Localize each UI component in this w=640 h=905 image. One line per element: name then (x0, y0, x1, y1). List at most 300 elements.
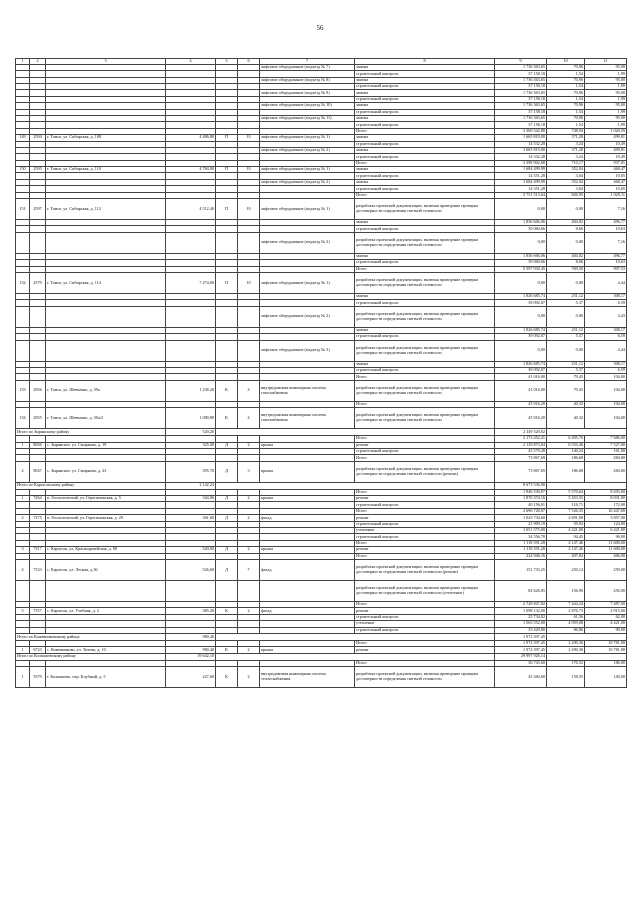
cell-col-8: ремонт (355, 608, 495, 614)
cell-col-6: 7 (238, 559, 260, 580)
cell-col-9: 1 736 363,65 (495, 115, 547, 121)
cell-col-11: 496,77 (585, 220, 627, 226)
cell-col-9: 39 060,66 (495, 226, 547, 232)
cell-col-5: К (216, 647, 238, 653)
cell-col-2 (30, 580, 46, 601)
cell-col-11: 1 029,11 (585, 192, 627, 198)
cell-col-8: Итого (355, 508, 495, 514)
cell-col-11: 95,00 (585, 90, 627, 96)
cell-col-11: 4 421,00 (585, 621, 627, 627)
cell-col-9: 3 751 513,64 (495, 192, 547, 198)
cell-col-10: 1,54 (547, 71, 585, 77)
header-cell: 2 (30, 59, 46, 65)
cell-col-6: 2 (238, 608, 260, 614)
cell-col-11: 104,00 (585, 374, 627, 380)
cell-col-10: 8,66 (547, 226, 585, 232)
header-cell: 1 (16, 59, 30, 65)
cell-col-2 (30, 232, 46, 253)
cell-col-8: Итого (355, 436, 495, 442)
cell-col-8: разработка проектной документации, включая проведение проверки достоверности определения сметной стоимости (утепление) (355, 580, 495, 601)
cell-col-10: 186,68 (547, 461, 585, 482)
cell-col-7: внутридомовая инженерная система газоснабжения (260, 380, 355, 401)
district-total-row (16, 429, 627, 436)
cell-col-10: 826,95 (547, 192, 585, 198)
cell-col-10: 0,00 (547, 340, 585, 361)
cell-col-10: 1,54 (547, 96, 585, 102)
empty-cell (216, 482, 495, 489)
cell-col-9: 1 946 530,07 (495, 489, 547, 495)
cell-col-8: замена (355, 115, 495, 121)
cell-col-9: 1 836 666,06 (495, 220, 547, 226)
cell-col-8: разработка проектной документации, включая проведение проверки достоверности определения сметной стоимости (ремонт) (355, 461, 495, 482)
cell-col-11: 95,00 (585, 115, 627, 121)
empty-cell (216, 429, 495, 436)
table-row (16, 272, 627, 293)
cell-col-11: 499,81 (585, 135, 627, 141)
cell-col-9: 33 429,80 (495, 627, 547, 633)
cell-col-9: 1 098 132,00 (495, 608, 547, 614)
district-total-row (16, 482, 627, 489)
cell-col-7: лифтовое оборудование (подъезд № 1) (260, 199, 355, 220)
cell-col-10: 158,55 (547, 667, 585, 688)
cell-col-7: лифтовое оборудование (подъезд № 1) (260, 167, 355, 173)
cell-col-11: 124,00 (585, 521, 627, 527)
cell-col-11: 172,00 (585, 502, 627, 508)
cell-col-9: 1 972 397,45 (495, 640, 547, 646)
cell-col-7: лифтовое оборудование (подъезд № 10) (260, 103, 355, 109)
cell-col-9: 39 092,07 (495, 334, 547, 340)
cell-col-9: 1 826 685,74 (495, 327, 547, 333)
cell-col-3: г. Колпашево, пер. Клубный, д. 5 (46, 667, 166, 688)
cell-col-3: г. Томск, ул. Шевченко, д. 39а (46, 380, 166, 401)
cell-col-11: 7 487,00 (585, 601, 627, 607)
cell-col-8: разработка проектной документации, включая проведение проверки достоверности определения сметной стоимости (355, 272, 495, 293)
cell-col-10: 5 570,64 (547, 489, 585, 495)
district-total-area: 2 142,24 (166, 482, 216, 489)
header-cell: 3 (46, 59, 166, 65)
empty-cell (547, 633, 627, 640)
cell-col-9: 1 826 685,74 (495, 293, 547, 299)
cell-col-6: 10 (238, 272, 260, 293)
cell-col-4: 4 784,90 (166, 167, 216, 173)
cell-col-11: 6 421,00 (585, 528, 627, 534)
cell-col-9: 3 360 542,88 (495, 128, 547, 134)
cell-col-8: Итого (355, 640, 495, 646)
cell-col-10: 7 444,24 (547, 601, 585, 607)
cell-col-11: 308,17 (585, 293, 627, 299)
cell-col-11: 11 600,00 (585, 540, 627, 546)
district-total-cost: 8 673 536,90 (495, 482, 547, 489)
cell-col-10: 70,96 (547, 115, 585, 121)
cell-col-5: Д (216, 515, 238, 521)
cell-col-5: Д (216, 496, 238, 502)
cell-col-9: 224 946,16 (495, 553, 547, 559)
cell-col-10: 7 526,35 (547, 508, 585, 514)
cell-col-8: ремонт (355, 547, 495, 553)
cell-col-8: Итого (355, 660, 495, 666)
cell-col-11: 90,00 (585, 627, 627, 633)
cell-col-9: 1 736 363,65 (495, 64, 547, 70)
cell-col-5 (216, 340, 238, 361)
cell-col-2: 8046 (30, 442, 46, 448)
cell-col-2: 2594 (30, 135, 46, 141)
district-total-label: Итого по Кожевниковскому району (16, 633, 166, 640)
cell-col-3: п. Геологический, ул. Герасимовская, д. 29 (46, 515, 166, 521)
cell-col-8: замена (355, 135, 495, 141)
page-number: 56 (316, 24, 324, 32)
table-row (16, 380, 627, 401)
cell-col-11: 1,99 (585, 84, 627, 90)
cell-col-9: 14 532,28 (495, 141, 547, 147)
district-total-cost: 2 349 520,02 (495, 429, 547, 436)
empty-cell (547, 653, 627, 660)
cell-col-8: ремонт (355, 515, 495, 521)
cell-col-10: 176,52 (547, 660, 585, 666)
cell-col-11: 10,63 (585, 260, 627, 266)
cell-col-10: 8,66 (547, 260, 585, 266)
cell-col-8: замена (355, 103, 495, 109)
district-total-area: 520,20 (166, 429, 216, 436)
empty-cell (547, 429, 627, 436)
table-row (16, 580, 627, 601)
cell-col-9: 0,00 (495, 199, 547, 220)
cell-col-8: Итого (355, 455, 495, 461)
cell-col-9: 2 696 728,07 (495, 508, 547, 514)
cell-col-8: Итого (355, 553, 495, 559)
cell-col-2 (30, 306, 46, 327)
cell-col-7: крыша (260, 547, 355, 553)
cell-col-6: 2 (238, 667, 260, 688)
cell-col-5 (216, 580, 238, 601)
cell-col-10: 94,45 (547, 534, 585, 540)
cell-col-9: 1 684 499,99 (495, 179, 547, 185)
cell-col-8: строительный контроль (355, 367, 495, 373)
cell-col-4: 325,00 (166, 442, 216, 448)
cell-col-3: с. Каргасок, ул. Лесная, д.36 (46, 559, 166, 580)
cell-col-8: разработка проектной документации, включая проведение проверки достоверности определения сметной стоимости (355, 667, 495, 688)
cell-col-1: 151 (16, 199, 30, 220)
cell-col-2: 7317 (30, 547, 46, 553)
district-total-area: 980,40 (166, 633, 216, 640)
cell-col-10: 5,37 (547, 367, 585, 373)
cell-col-11: 6,59 (585, 300, 627, 306)
cell-col-10: 251,12 (547, 293, 585, 299)
cell-col-1: 2 (16, 461, 30, 482)
cell-col-11: 8 203,00 (585, 489, 627, 495)
cell-col-4 (166, 580, 216, 601)
cell-col-8: строительный контроль (355, 186, 495, 192)
cell-col-11: 10 781,00 (585, 640, 627, 646)
cell-col-10: 352,04 (547, 167, 585, 173)
cell-col-9: 1 836 666,06 (495, 253, 547, 259)
cell-col-9: 1 665 819,00 (495, 147, 547, 153)
cell-col-4: 385,20 (166, 608, 216, 614)
cell-col-10: 769,50 (547, 266, 585, 272)
cell-col-10: 748,94 (547, 128, 585, 134)
cell-col-10: 250,14 (547, 559, 585, 580)
cell-col-1: 150 (16, 167, 30, 173)
cell-col-6: 2 (238, 442, 260, 448)
cell-col-9: 14 551,28 (495, 173, 547, 179)
cell-col-8: строительный контроль (355, 154, 495, 160)
cell-col-7: крыша (260, 496, 355, 502)
cell-col-8: Итого (355, 374, 495, 380)
cell-col-11: 468,47 (585, 179, 627, 185)
cell-col-3: г. Томск, ул. Сибирская, д. 108 (46, 135, 166, 141)
cell-col-1: 1 (16, 496, 30, 502)
cell-col-11: 308,17 (585, 361, 627, 367)
cell-col-11: 1,99 (585, 96, 627, 102)
cell-col-1: 149 (16, 135, 30, 141)
cell-col-9: 3 398 902,68 (495, 160, 547, 166)
cell-col-6: 2 (238, 547, 260, 553)
cell-col-9: 34 556,78 (495, 534, 547, 540)
cell-col-11: 6,59 (585, 334, 627, 340)
cell-col-10: 0,00 (547, 306, 585, 327)
cell-col-9: 2 129 873,04 (495, 442, 547, 448)
cell-col-11: 1,99 (585, 109, 627, 115)
cell-col-11: 3 857,00 (585, 515, 627, 521)
repair-schedule-table (15, 58, 627, 688)
cell-col-10: 70,96 (547, 64, 585, 70)
cell-col-9: 1 118 591,28 (495, 540, 547, 546)
cell-col-10: 251,12 (547, 327, 585, 333)
cell-col-9: 39 092,07 (495, 300, 547, 306)
cell-col-5: П (216, 199, 238, 220)
cell-col-7 (260, 580, 355, 601)
empty-cell (216, 633, 495, 640)
cell-col-10: 404,82 (547, 220, 585, 226)
cell-col-7: лифтовое оборудование (подъезд № 1) (260, 272, 355, 293)
cell-col-6: 2 (238, 515, 260, 521)
cell-col-11: 937,01 (585, 160, 627, 166)
cell-col-9: 1 736 363,65 (495, 90, 547, 96)
cell-col-3: г. Томск, ул. Сибирская, д. 114 (46, 272, 166, 293)
cell-col-11: 4,44 (585, 340, 627, 361)
cell-col-10: 710,17 (547, 160, 585, 166)
cell-col-4 (166, 232, 216, 253)
cell-col-4: 520,90 (166, 547, 216, 553)
cell-col-7: крыша (260, 461, 355, 482)
cell-col-11: 104,00 (585, 380, 627, 401)
cell-col-10: 2 290,36 (547, 647, 585, 653)
cell-col-9: 0,00 (495, 272, 547, 293)
cell-col-9: 45 916,20 (495, 401, 547, 407)
cell-col-4 (166, 306, 216, 327)
header-cell: 9 (495, 59, 547, 65)
cell-col-10: 1,54 (547, 84, 585, 90)
cell-col-8: строительный контроль (355, 334, 495, 340)
table-row (16, 232, 627, 253)
cell-col-9: 39 060,66 (495, 260, 547, 266)
empty-cell (547, 482, 627, 489)
cell-col-1: 1 (16, 667, 30, 688)
cell-col-10: 86,86 (547, 627, 585, 633)
cell-col-8: Итого (355, 489, 495, 495)
cell-col-11: 10,05 (585, 173, 627, 179)
cell-col-10: 5,37 (547, 334, 585, 340)
cell-col-5: К (216, 380, 238, 401)
cell-col-11: 4,44 (585, 272, 627, 293)
cell-col-8: строительный контроль (355, 96, 495, 102)
cell-col-6 (238, 232, 260, 253)
cell-col-10: 0,00 (547, 199, 585, 220)
cell-col-8: ремонт (355, 647, 495, 653)
cell-col-2: 7264 (30, 496, 46, 502)
table-row (16, 199, 627, 220)
cell-col-10: 4 421,00 (547, 528, 585, 534)
cell-col-7: лифтовое оборудование (подъезд № 8) (260, 77, 355, 83)
cell-col-8: Итого (355, 601, 495, 607)
cell-col-11: 256,00 (585, 580, 627, 601)
cell-col-11: 2 915,00 (585, 608, 627, 614)
cell-col-8: разработка проектной документации, включая проведение проверки достоверности определения сметной стоимости (355, 306, 495, 327)
cell-col-7: лифтовое оборудование (подъезд № 2) (260, 306, 355, 327)
cell-col-8: строительный контроль (355, 84, 495, 90)
cell-col-8: утепление (355, 528, 495, 534)
cell-col-8: утепление (355, 621, 495, 627)
cell-col-9: 2 173 452,21 (495, 436, 547, 442)
cell-col-10: 2 290,36 (547, 640, 585, 646)
cell-col-3: п. Геологический, ул. Герасимовская, д. 5 (46, 496, 166, 502)
cell-col-5 (216, 232, 238, 253)
cell-col-1: 152 (16, 272, 30, 293)
cell-col-11: 95,00 (585, 103, 627, 109)
cell-col-8: замена (355, 253, 495, 259)
cell-col-2: 2595 (30, 167, 46, 173)
cell-col-2: 7333 (30, 559, 46, 580)
cell-col-11: 466,00 (585, 553, 627, 559)
cell-col-6: 4 (238, 380, 260, 401)
cell-col-9: 0,00 (495, 340, 547, 361)
cell-col-11: 997,53 (585, 266, 627, 272)
cell-col-3: с. Зырянское, ул. Смирнова, д. 19 (46, 442, 166, 448)
cell-col-11: 7 527,00 (585, 442, 627, 448)
cell-col-9: 5 597 930,45 (495, 266, 547, 272)
header-cell: 5 (216, 59, 238, 65)
cell-col-8: замена (355, 220, 495, 226)
cell-col-11: 6,59 (585, 367, 627, 373)
table-row (16, 306, 627, 327)
district-total-label: Итого по Колпашевскому району (16, 653, 166, 660)
cell-col-6: 10 (238, 167, 260, 173)
cell-col-3 (46, 306, 166, 327)
district-total-label: Итого по Каргасокскому району (16, 482, 166, 489)
cell-col-7: лифтовое оборудование (подъезд № 9) (260, 90, 355, 96)
cell-col-10: 251,12 (547, 361, 585, 367)
cell-col-9: 39 092,07 (495, 367, 547, 373)
cell-col-11: 104,00 (585, 408, 627, 429)
cell-col-10: 371,28 (547, 147, 585, 153)
cell-col-5: Д (216, 442, 238, 448)
cell-col-8: Итого (355, 540, 495, 546)
cell-col-8: строительный контроль (355, 141, 495, 147)
cell-col-9: 25 734,02 (495, 614, 547, 620)
cell-col-5: П (216, 167, 238, 173)
cell-col-11: 1,99 (585, 71, 627, 77)
cell-col-9: 37 158,18 (495, 109, 547, 115)
cell-col-9: 0,00 (495, 232, 547, 253)
cell-col-6: 4 (238, 408, 260, 429)
cell-col-9: 21 909,19 (495, 521, 547, 527)
cell-col-6: 10 (238, 135, 260, 141)
cell-col-11: 7 686,00 (585, 436, 627, 442)
district-total-row (16, 633, 627, 640)
cell-col-9: 45 579,28 (495, 448, 547, 454)
cell-col-8: строительный контроль (355, 226, 495, 232)
cell-col-7: лифтовое оборудование (подъезд № 2) (260, 147, 355, 153)
cell-col-4: 395,70 (166, 461, 216, 482)
cell-col-1: 1 (16, 442, 30, 448)
cell-col-8: разработка проектной документации, включая проведение проверки достоверности определения сметной стоимости (355, 199, 495, 220)
cell-col-8: строительный контроль (355, 521, 495, 527)
header-cell: 4 (166, 59, 216, 65)
cell-col-11: 104,00 (585, 401, 627, 407)
cell-col-8: замена (355, 361, 495, 367)
cell-col-10: 404,82 (547, 253, 585, 259)
cell-col-8: замена (355, 90, 495, 96)
cell-col-6 (238, 306, 260, 327)
cell-col-2: 2955 (30, 408, 46, 429)
cell-col-9: 45 360,60 (495, 667, 547, 688)
cell-col-9: 37 158,18 (495, 96, 547, 102)
cell-col-10: 352,04 (547, 179, 585, 185)
cell-col-10: 0,00 (547, 232, 585, 253)
repair-schedule-table-wrap (15, 58, 626, 688)
cell-col-10: 116,71 (547, 502, 585, 508)
cell-col-9: 36 743,60 (495, 660, 547, 666)
cell-col-8: Итого (355, 266, 495, 272)
cell-col-11: 161,00 (585, 448, 627, 454)
cell-col-9: 1 023 734,60 (495, 515, 547, 521)
cell-col-10: 40,32 (547, 408, 585, 429)
cell-col-10: 2 691,08 (547, 515, 585, 521)
header-cell: 6 (238, 59, 260, 65)
cell-col-10: 4 059,08 (547, 621, 585, 627)
cell-col-11: 308,17 (585, 327, 627, 333)
cell-col-9: 1 972 397,45 (495, 647, 547, 653)
cell-col-5 (216, 306, 238, 327)
cell-col-11: 260,00 (585, 461, 627, 482)
cell-col-2: 8047 (30, 461, 46, 482)
cell-col-10: 3,04 (547, 186, 585, 192)
cell-col-4: 980,40 (166, 647, 216, 653)
cell-col-9: 73 867,69 (495, 455, 547, 461)
empty-cell (216, 653, 495, 660)
cell-col-1: 153 (16, 380, 30, 401)
table-row (16, 340, 627, 361)
cell-col-1 (16, 232, 30, 253)
cell-col-3: г. Томск, ул. Шевченко, д. 39а/2 (46, 408, 166, 429)
cell-col-11: 10,49 (585, 154, 627, 160)
cell-col-4: 1 089,80 (166, 408, 216, 429)
cell-col-8: замена (355, 327, 495, 333)
cell-col-4: 344,06 (166, 496, 216, 502)
cell-col-11: 4,43 (585, 306, 627, 327)
cell-col-9: 37 158,18 (495, 71, 547, 77)
cell-col-10: 2 147,46 (547, 547, 585, 553)
cell-col-11: 496,77 (585, 253, 627, 259)
cell-col-3: с. Зырянское, ул. Смирнова, д. 23 (46, 461, 166, 482)
cell-col-8: разработка проектной документации, включая проведение проверки достоверности определения сметной стоимости (355, 232, 495, 253)
cell-col-1: 1 (16, 647, 30, 653)
cell-col-11: 10,49 (585, 141, 627, 147)
cell-col-9: 14 532,28 (495, 154, 547, 160)
cell-col-1: 5 (16, 608, 30, 614)
cell-col-9: 14 551,28 (495, 186, 547, 192)
cell-col-8: замена (355, 167, 495, 173)
cell-col-8: разработка проектной документации, включая проведение проверки достоверности определения сметной стоимости (ремонт) (355, 559, 495, 580)
